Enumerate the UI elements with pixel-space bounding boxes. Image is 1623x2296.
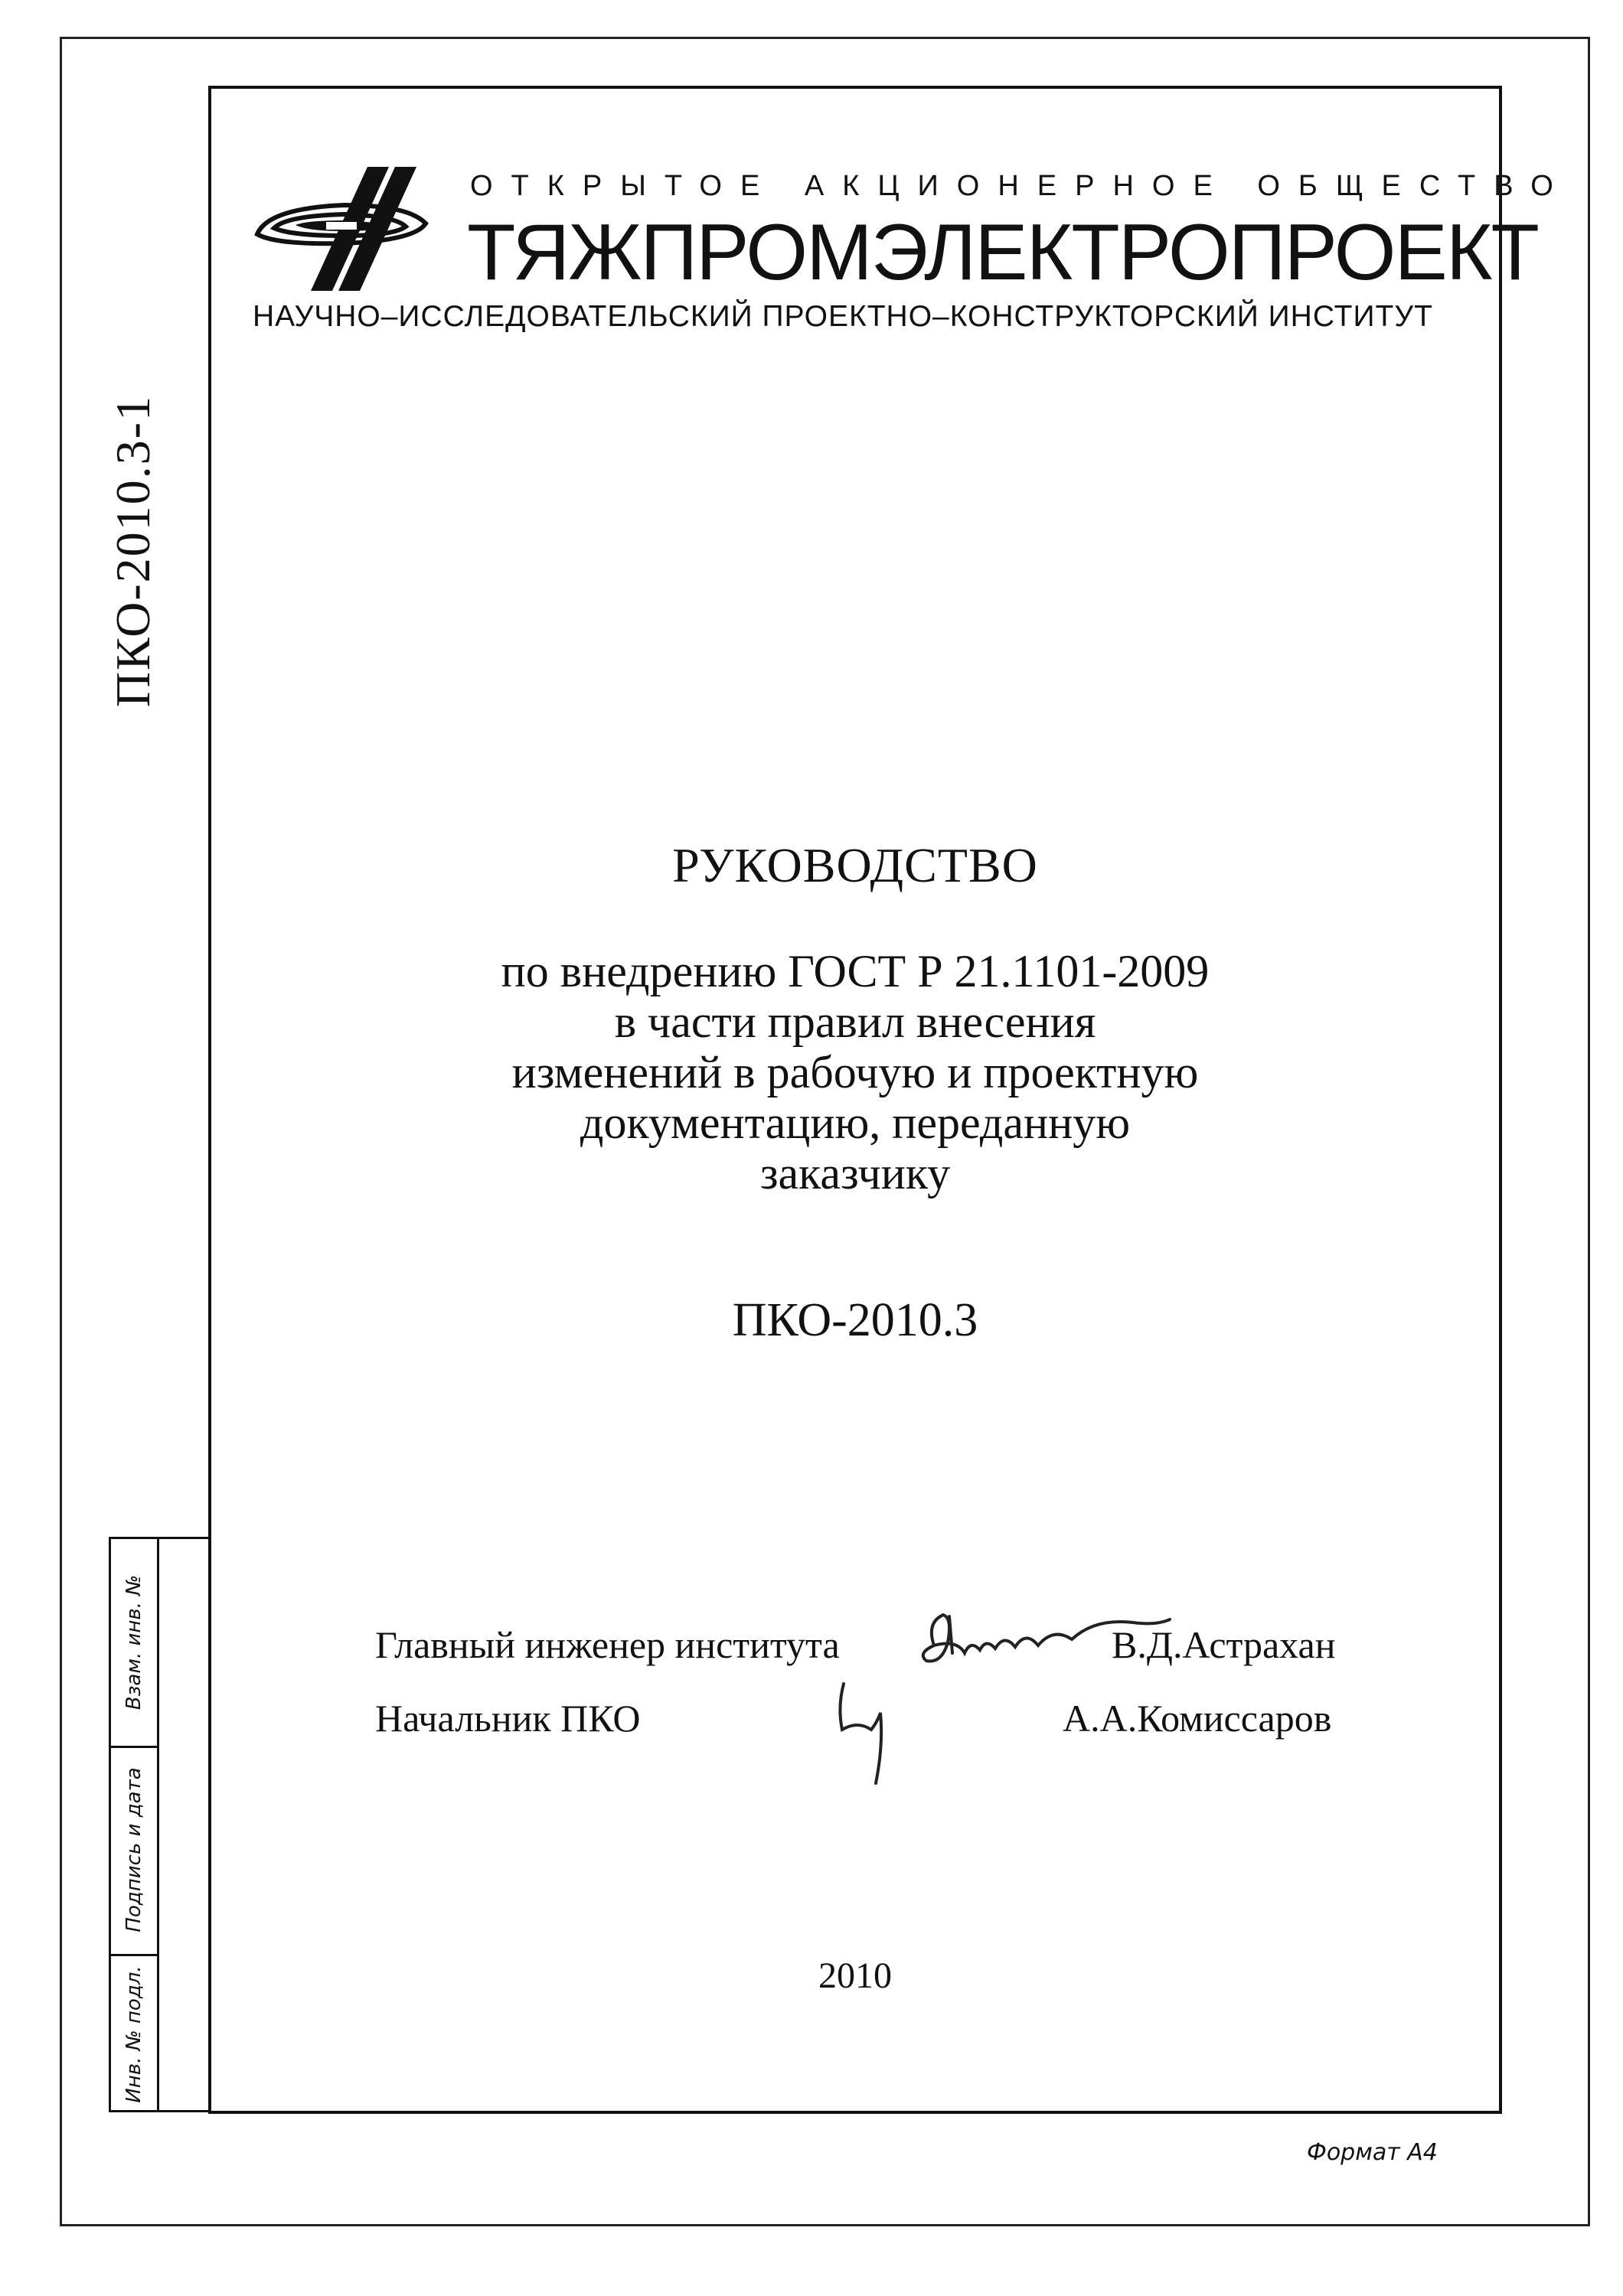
stamp-divider [111, 1954, 157, 1956]
subtitle-line: документацию, переданную [580, 1097, 1131, 1148]
stamp-divider [111, 1746, 157, 1748]
subtitle-line: заказчику [759, 1148, 951, 1199]
paper-format: Формат А4 [1307, 2139, 1438, 2166]
stamp-field-signature-date: Подпись и дата [122, 1767, 145, 1932]
company-logo [253, 161, 429, 291]
signatory-position: Главный инженер института [375, 1623, 840, 1666]
stamp-table [109, 1537, 210, 2112]
signatory-name: А.А.Комиссаров [1063, 1697, 1332, 1740]
subtitle-line: в части правил внесения [614, 996, 1096, 1047]
org-description: НАУЧНО–ИССЛЕДОВАТЕЛЬСКИЙ ПРОЕКТНО–КОНСТРУКТОРСКИЙ ИНСТИТУТ [253, 300, 1433, 333]
stamp-divider [157, 1539, 159, 2110]
document-code: ПКО-2010.3 [732, 1294, 978, 1346]
subtitle-line: изменений в рабочую и проектную [511, 1047, 1199, 1097]
signatory-position: Начальник ПКО [375, 1697, 641, 1740]
side-document-code: ПКО-2010.3-1 [106, 394, 160, 708]
subtitle-line: по внедрению ГОСТ Р 21.1101-2009 [501, 946, 1210, 996]
stamp-field-original-inv: Инв. № подл. [122, 1965, 145, 2103]
document-title: РУКОВОДСТВО [672, 838, 1038, 892]
document-year: 2010 [818, 1955, 892, 1996]
document-subtitle [208, 946, 1502, 1199]
handwritten-signature [827, 1676, 911, 1791]
handwritten-signature [903, 1600, 1179, 1684]
stamp-field-replacement-inv: Взам. инв. № [122, 1574, 145, 1711]
signatory-name: В.Д.Астрахан [1112, 1623, 1336, 1666]
org-name: ТЯЖПРОМЭЛЕКТРОПРОЕКТ [467, 208, 1538, 297]
org-form: ОТКРЫТОЕ АКЦИОНЕРНОЕ ОБЩЕСТВО [470, 170, 1572, 202]
